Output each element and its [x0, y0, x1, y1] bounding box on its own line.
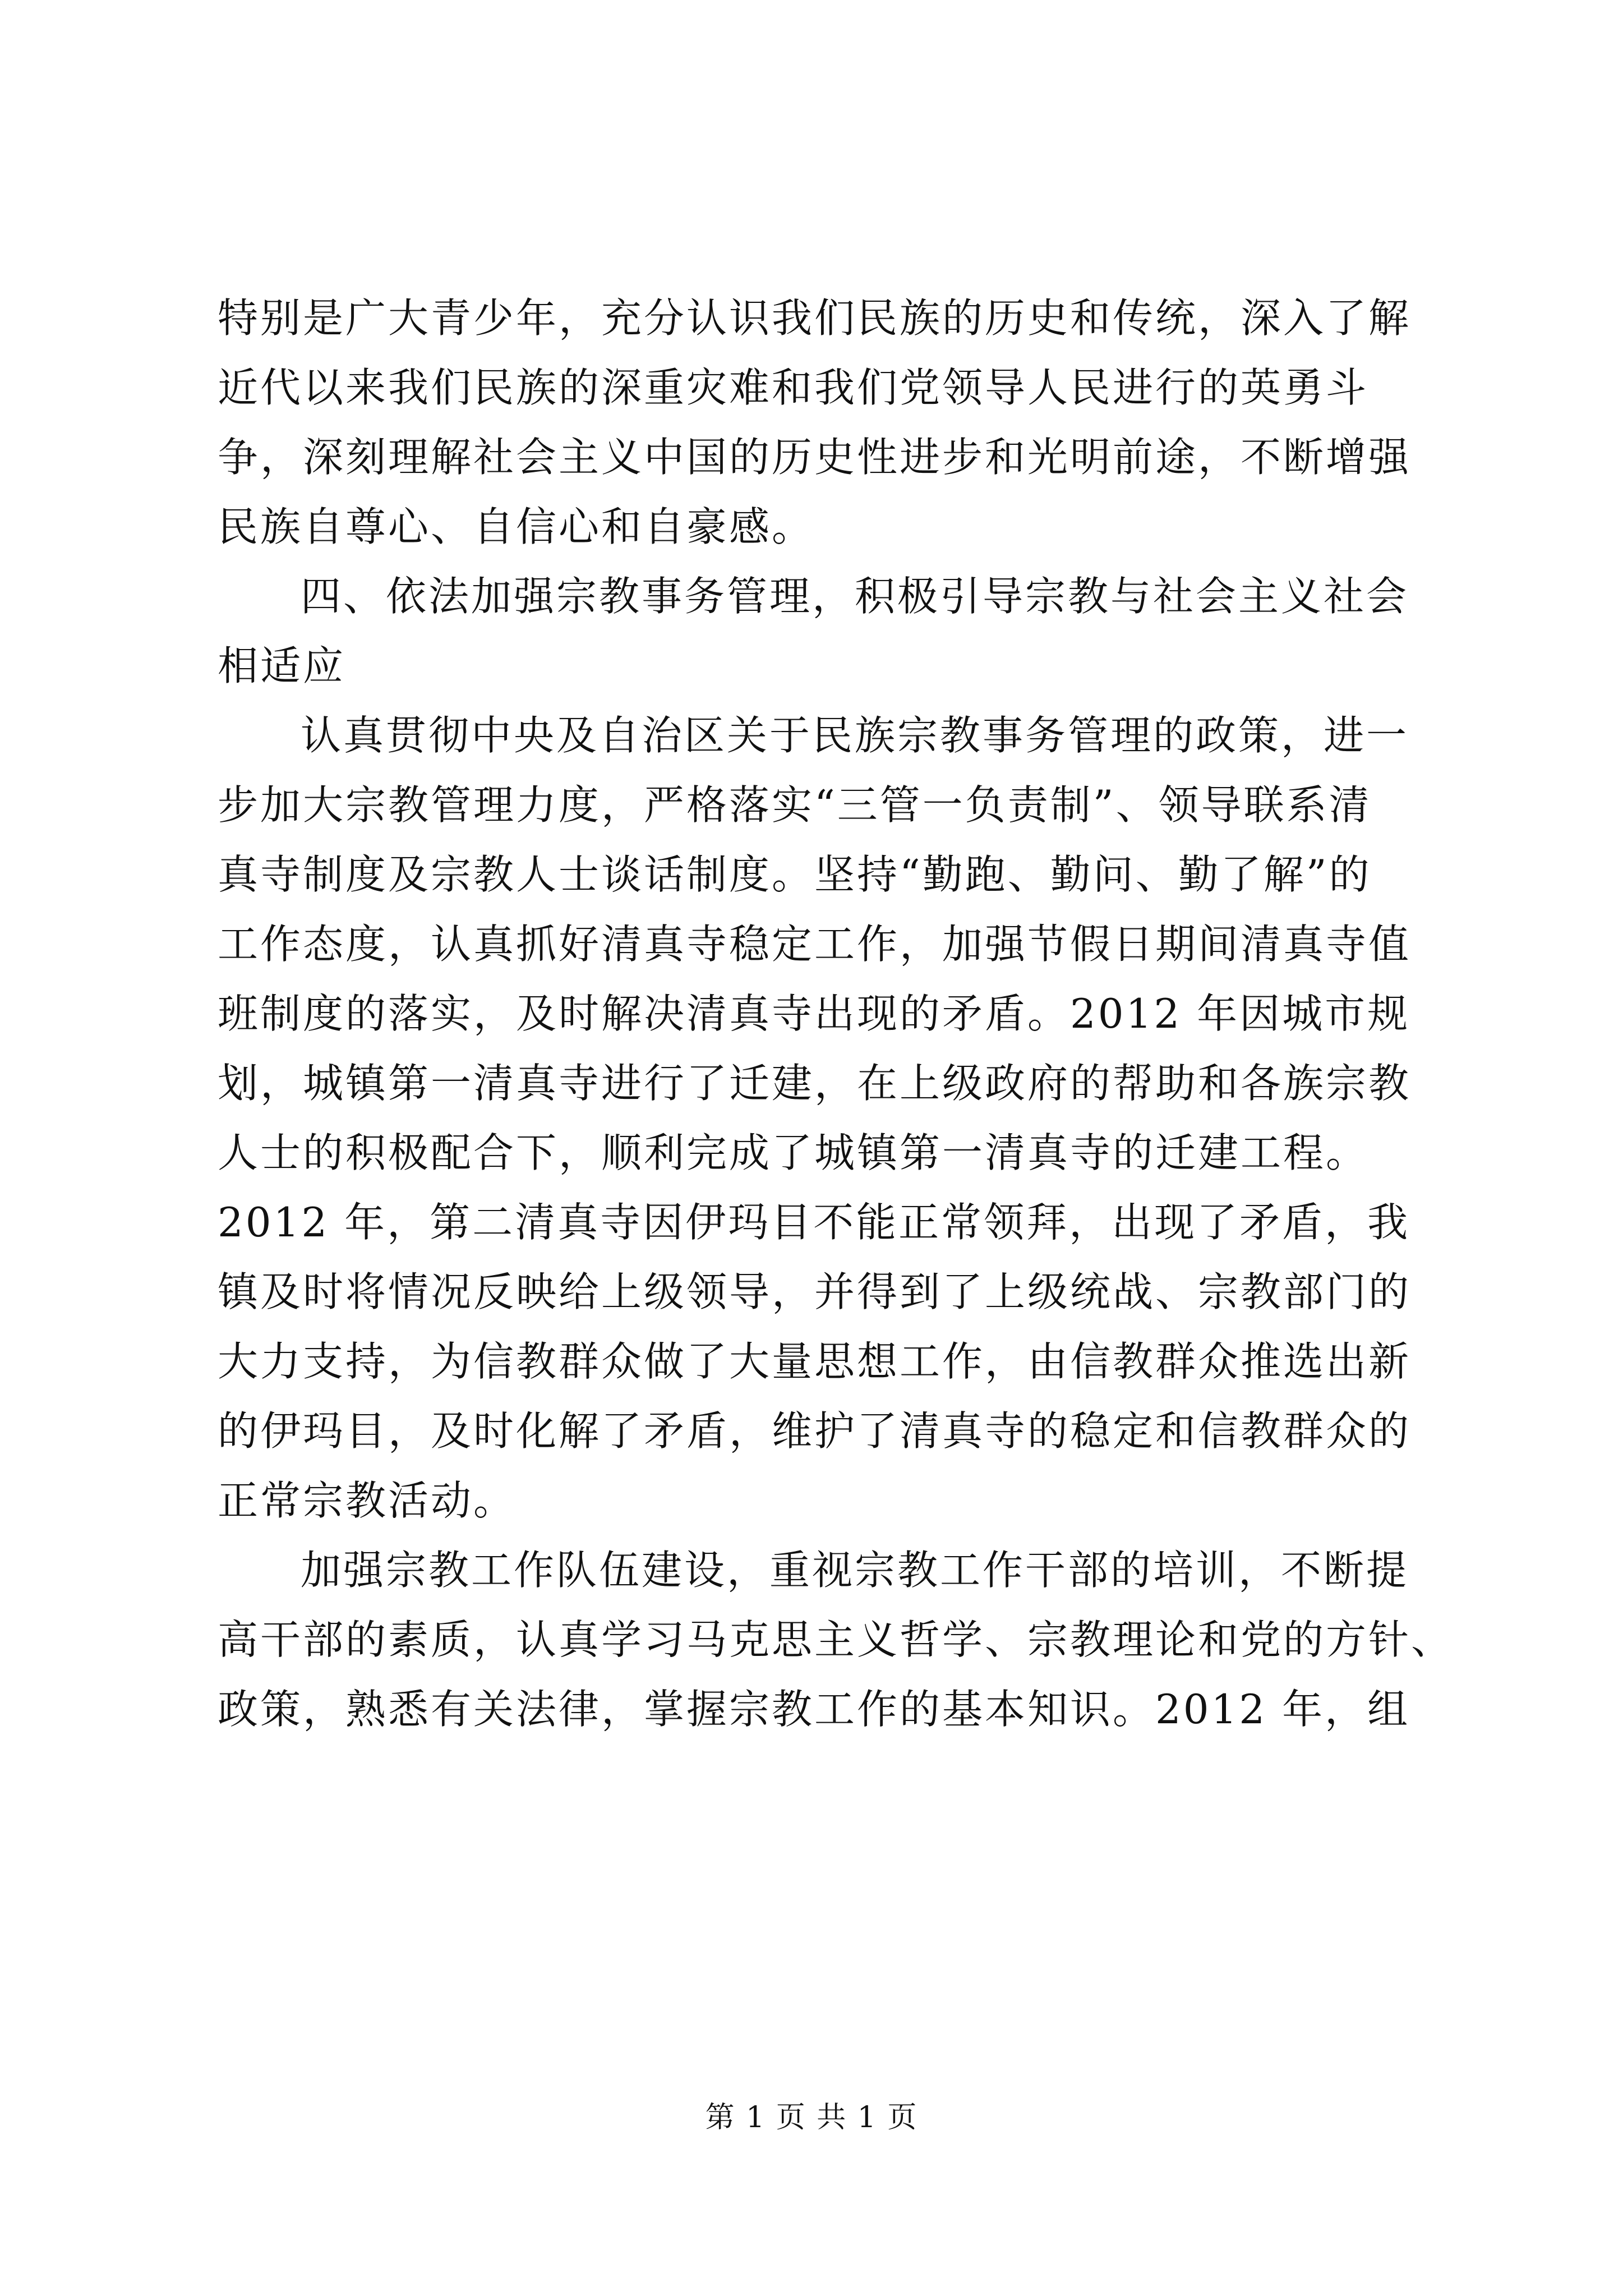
- text-line: 四、依法加强宗教事务管理，积极引导宗教与社会主义社会: [301, 573, 1409, 620]
- text-line: 步加大宗教管理力度，严格落实“三管一负责制”、领导联系清: [218, 781, 1372, 829]
- text-line: 大力支持，为信教群众做了大量思想工作，由信教群众推选出新: [218, 1338, 1412, 1385]
- text-line: 真寺制度及宗教人士谈话制度。坚持“勤跑、勤问、勤了解”的: [218, 851, 1372, 898]
- text-line: 划，城镇第一清真寺进行了迁建，在上级政府的帮助和各族宗教: [218, 1060, 1412, 1107]
- text-line: 特别是广大青少年，充分认识我们民族的历史和传统，深入了解: [218, 295, 1412, 342]
- text-line: 认真贯彻中央及自治区关于民族宗教事务管理的政策，进一: [301, 712, 1409, 759]
- text-line: 政策，熟悉有关法律，掌握宗教工作的基本知识。2012 年，组: [218, 1686, 1410, 1733]
- paragraph-team-building: [218, 1535, 1454, 1744]
- section-heading-four: [218, 562, 1423, 701]
- page-number: 第 1 页 共 1 页: [705, 2101, 918, 2134]
- text-line: 加强宗教工作队伍建设，重视宗教工作干部的培训，不断提: [301, 1547, 1409, 1594]
- text-line: 相适应: [218, 642, 346, 689]
- text-line: 人士的积极配合下，顺利完成了城镇第一清真寺的迁建工程。: [218, 1129, 1369, 1176]
- text-line: 民族自尊心、自信心和自豪感。: [218, 503, 815, 550]
- text-line: 高干部的素质，认真学习马克思主义哲学、宗教理论和党的方针、: [218, 1616, 1454, 1663]
- text-line: 班制度的落实，及时解决清真寺出现的矛盾。2012 年因城市规: [218, 990, 1410, 1037]
- text-line: 近代以来我们民族的深重灾难和我们党领导人民进行的英勇斗: [218, 364, 1369, 411]
- text-line: 的伊玛目，及时化解了矛盾，维护了清真寺的稳定和信教群众的: [218, 1407, 1412, 1455]
- text-line: 2012 年，第二清真寺因伊玛目不能正常领拜，出现了矛盾，我: [218, 1199, 1410, 1246]
- paragraph-religious-management: [218, 701, 1423, 1535]
- text-line: 镇及时将情况反映给上级领导，并得到了上级统战、宗教部门的: [218, 1268, 1412, 1315]
- text-line: 工作态度，认真抓好清真寺稳定工作，加强节假日期间清真寺值: [218, 921, 1412, 968]
- text-line: 正常宗教活动。: [218, 1477, 517, 1524]
- page-footer: [0, 2101, 1623, 2134]
- paragraph-youth-education: [218, 283, 1423, 562]
- text-line: 争，深刻理解社会主义中国的历史性进步和光明前途，不断增强: [218, 434, 1412, 481]
- document-body: [218, 283, 1454, 1744]
